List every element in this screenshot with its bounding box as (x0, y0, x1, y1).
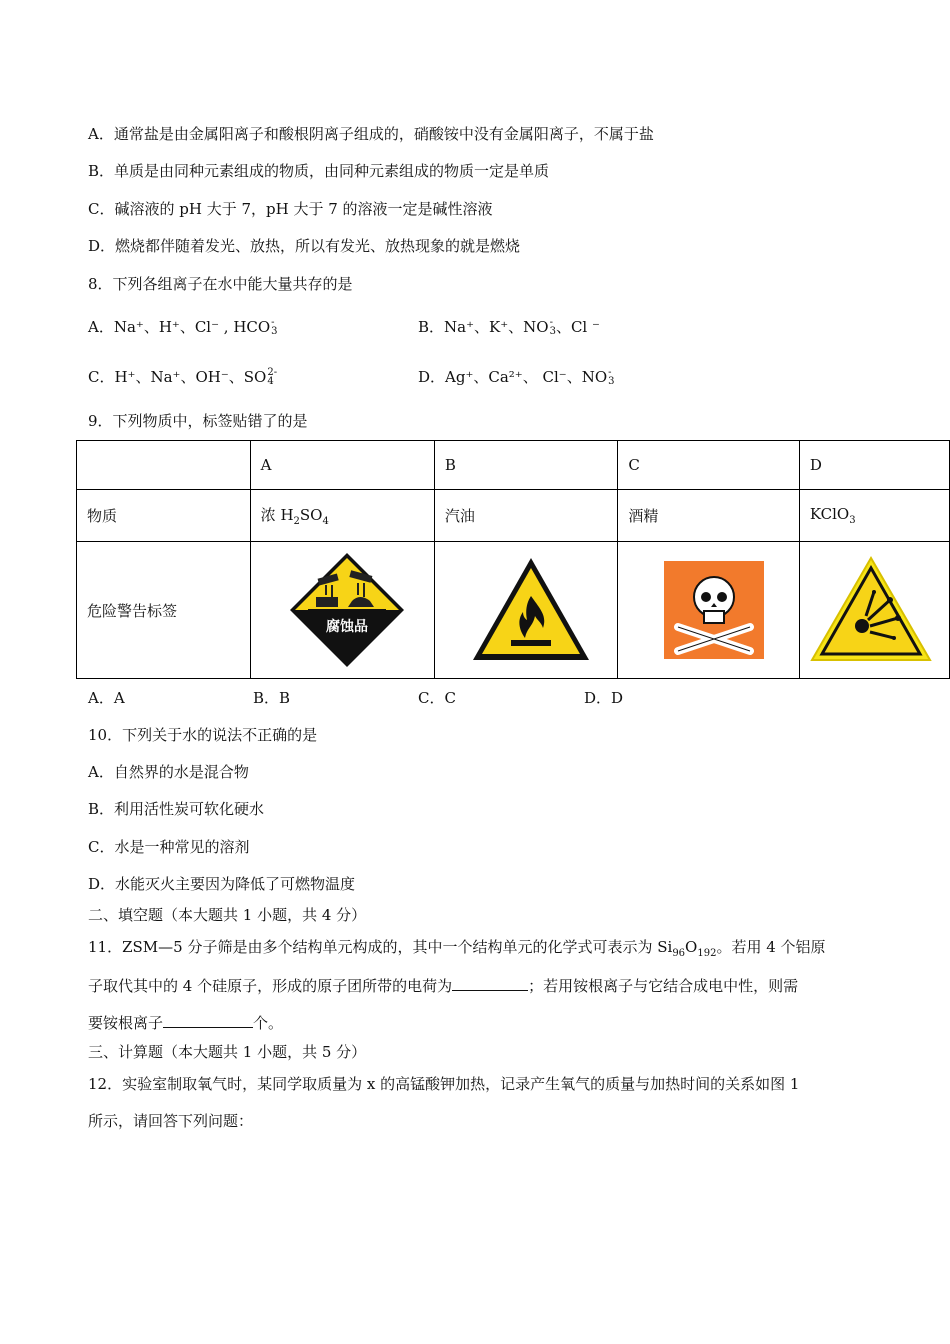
q9-label-a (250, 542, 434, 679)
corrosive-label-icon (288, 551, 406, 669)
q10-option-c: C．水是一种常见的溶剂 (88, 838, 250, 856)
q7-option-b: B．单质是由同种元素组成的物质，由同种元素组成的物质一定是单质 (88, 162, 550, 180)
ion-charge: - (608, 367, 612, 378)
charge-answer-blank[interactable] (452, 974, 528, 991)
q9-substance-label: 物质 (77, 490, 251, 542)
q9-option-d: D．D (584, 689, 624, 707)
q9-header-b: B (434, 441, 617, 490)
q8-option-a (88, 317, 278, 337)
q11-line3-suffix: 个。 (253, 1014, 284, 1032)
q9-option-b: B．B (253, 689, 291, 707)
q9-substance-row (77, 490, 950, 542)
q9-substance-a (250, 490, 434, 542)
q8-option-d-ion (608, 368, 614, 386)
substance-text: 浓 H (260, 506, 294, 524)
q9-label-row-label: 危险警告标签 (77, 542, 251, 679)
q8-option-d (418, 367, 615, 387)
q8-option-b-text: B．Na⁺、K⁺、NO (418, 318, 549, 336)
ion-subscript: 3 (271, 326, 278, 337)
q11-line2 (88, 974, 798, 996)
q8-option-b (418, 317, 600, 337)
q9-label-b (434, 542, 617, 679)
ion-subscript: 3 (549, 326, 556, 337)
q8-option-c-text: C．H⁺、Na⁺、OH⁻、SO (88, 368, 267, 386)
q11-line2-suffix: ；若用铵根离子与它结合成电中性，则需 (528, 977, 799, 995)
q8-option-a-text: A．Na⁺、H⁺、Cl⁻ , HCO (88, 318, 271, 336)
q9-header-a: A (250, 441, 434, 490)
substance-text: SO (299, 506, 323, 524)
q9-label-row (77, 542, 950, 679)
substance-subscript: 4 (322, 516, 329, 527)
q9-substance-c: 酒精 (618, 490, 800, 542)
q8-option-d-text: D．Ag⁺、Ca²⁺、 Cl⁻、NO (418, 368, 608, 386)
substance-subscript: 2 (293, 516, 300, 527)
ion-charge: 2- (267, 367, 278, 378)
q9-header-d: D (799, 441, 949, 490)
q10-stem: 10．下列关于水的说法不正确的是 (88, 726, 318, 744)
ion-charge: - (549, 317, 553, 328)
q9-header-row (77, 441, 950, 490)
q11-line3 (88, 1011, 283, 1033)
q7-option-a: A．通常盐是由金属阳离子和酸根阴离子组成的，硝酸铵中没有金属阳离子，不属于盐 (88, 125, 654, 143)
toxic-label-icon (664, 561, 764, 659)
ion-charge: - (271, 317, 275, 328)
q11-line3-text: 要铵根离子 (88, 1014, 164, 1032)
q8-stem: 8．下列各组离子在水中能大量共存的是 (88, 275, 353, 293)
q7-option-d: D．燃烧都伴随着发光、放热，所以有发光、放热现象的就是燃烧 (88, 237, 521, 255)
ion-subscript: 3 (608, 376, 615, 387)
q8-option-b-suffix: 、Cl ⁻ (555, 318, 600, 336)
q11-line1-text: 11．ZSM—5 分子筛是由多个结构单元构成的，其中一个结构单元的化学式可表示为 Si (88, 938, 673, 956)
explosive-label-icon (810, 556, 932, 664)
ion-subscript: 4 (267, 376, 274, 387)
q9-substance-d (799, 490, 949, 542)
section2-heading: 二、填空题（本大题共 1 小题，共 4 分） (88, 906, 367, 924)
q8-option-a-ion (271, 318, 277, 336)
q10-option-a: A．自然界的水是混合物 (88, 763, 249, 781)
substance-text: KClO (809, 505, 850, 523)
o-subscript: 192 (697, 948, 717, 959)
q10-option-d: D．水能灭火主要因为降低了可燃物温度 (88, 875, 356, 893)
q12-line2: 所示，请回答下列问题： (88, 1112, 254, 1130)
section3-heading: 三、计算题（本大题共 1 小题，共 5 分） (88, 1043, 367, 1061)
q9-header-c: C (618, 441, 800, 490)
q8-option-c (88, 367, 277, 387)
q9-stem: 9．下列物质中，标签贴错了的是 (88, 412, 308, 430)
q9-option-c: C．C (418, 689, 456, 707)
ammonium-count-blank[interactable] (163, 1011, 253, 1028)
q9-label-d (799, 542, 949, 679)
q8-option-c-ion (267, 368, 277, 386)
q9-substance-b: 汽油 (434, 490, 617, 542)
substance-subscript: 3 (849, 515, 856, 526)
si-subscript: 96 (672, 948, 686, 959)
q9-option-a: A．A (88, 689, 125, 707)
corrosive-label-text: 腐蚀品 (326, 619, 369, 635)
q9-table (76, 440, 950, 679)
q9-header-empty (77, 441, 251, 490)
q10-option-b: B．利用活性炭可软化硬水 (88, 800, 265, 818)
flammable-label-icon (471, 556, 591, 664)
q11-line2-text: 子取代其中的 4 个硅原子，形成的原子团所带的电荷为 (88, 977, 453, 995)
q11-line1 (88, 937, 826, 964)
q7-option-c: C．碱溶液的 pH 大于 7，pH 大于 7 的溶液一定是碱性溶液 (88, 200, 493, 218)
q12-line1: 12．实验室制取氧气时，某同学取质量为 x 的高锰酸钾加热，记录产生氧气的质量与加热时间的关系如图 1 (88, 1075, 800, 1093)
q11-line1-suffix: 。若用 4 个铝原 (716, 938, 826, 956)
o-symbol: O (685, 938, 698, 956)
q9-label-c (618, 542, 800, 679)
